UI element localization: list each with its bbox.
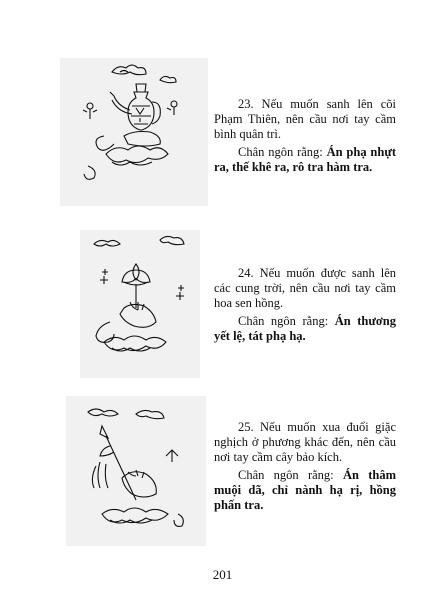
entry-24 [214,266,396,347]
entry-text: 24. Nếu muốn được sanh lên các cung trời, nên cầu nơi tay cầm hoa sen hồng. [214,266,396,310]
page-number: 201 [212,567,233,582]
entry-text: 23. Nếu muốn sanh lên cõi Phạm Thiên, nên cầu nơi tay cầm bình quân trì. [214,97,396,141]
entry-23 [214,97,396,178]
mantra-text: Án phạ nhựt ra, thế khê ra, rô tra hàm tra. [214,145,396,174]
entry-mantra [214,468,396,513]
mantra-text: Án thâm muội dã, chỉ nành hạ rị, hồng phấn tra. [214,468,396,512]
mantra-prefix: Chân ngôn rằng: [238,468,343,482]
entry-25 [214,420,396,516]
mantra-prefix: Chân ngôn rằng: [238,145,327,159]
entry-mantra [214,145,396,175]
entry-mantra [214,314,396,344]
illustration-vase [60,58,208,206]
mantra-prefix: Chân ngôn rằng: [238,314,335,328]
illustration-halberd [66,396,206,546]
entry-text: 25. Nếu muốn xua đuổi giặc nghịch ở phương khác đến, nên cầu nơi tay cầm cây bảo kích. [214,420,396,464]
illustration-lotus [80,230,200,378]
mantra-text: Án thương yết lệ, tát phạ hạ. [214,314,397,343]
